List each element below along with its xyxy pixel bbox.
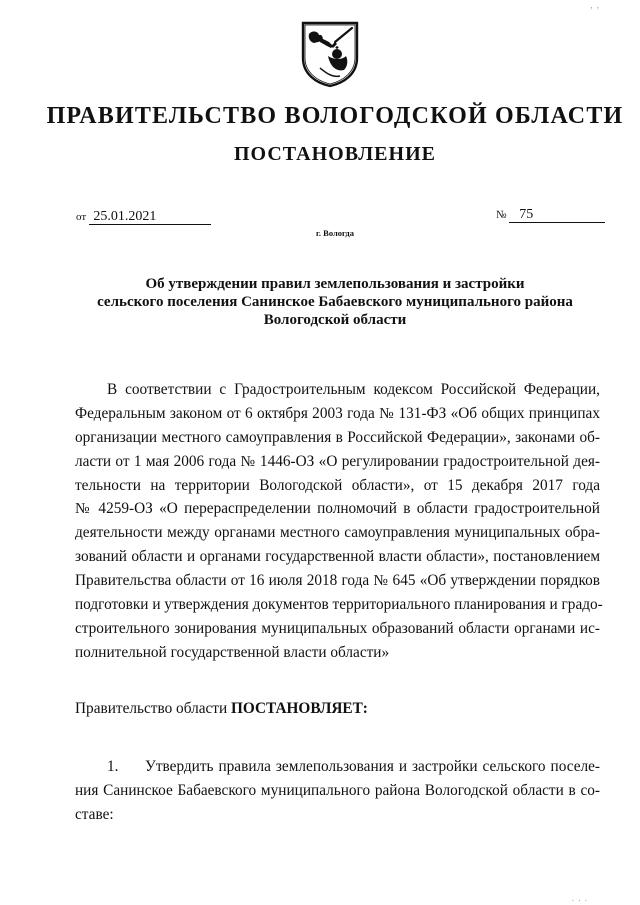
paragraph-line: Правительства области от 16 июля 2018 года № 645 «Об утверждении порядков bbox=[75, 572, 600, 590]
paragraph-line: строительного зонирования муниципальных образований области органами ис- bbox=[75, 619, 600, 637]
scan-mark: , , bbox=[590, 0, 600, 10]
paragraph-line bbox=[75, 755, 600, 779]
paragraph-line: полнительной государственной власти области» bbox=[75, 643, 390, 661]
preamble-paragraph bbox=[75, 378, 603, 665]
paragraph-line: деятельности между органами местного самоуправления муниципальных обра- bbox=[75, 524, 600, 542]
paragraph-line: организации местного самоуправления в Российской Федерации», законами об- bbox=[75, 428, 600, 446]
decree-word: ПОСТАНОВЛЯЕТ: bbox=[231, 700, 368, 717]
paragraph-line: № 4259-ОЗ «О перераспределении полномочий в области градостроительной bbox=[75, 500, 600, 518]
scan-mark: . . . bbox=[571, 893, 588, 903]
number-value: 75 bbox=[509, 208, 605, 223]
number-row bbox=[496, 208, 605, 223]
city-label: г. Вологда bbox=[316, 228, 354, 238]
heading-line: Об утверждении правил землепользования и застройки bbox=[145, 276, 525, 292]
paragraph-line: зований области и органами государственной власти области», постановлением bbox=[75, 548, 600, 566]
paragraph-line: тельности на территории Вологодской области», от 15 декабря 2017 года bbox=[75, 476, 600, 494]
date-label: от bbox=[76, 211, 87, 223]
item-1-paragraph bbox=[75, 755, 600, 827]
decree-line bbox=[75, 697, 368, 721]
number-label: № bbox=[496, 209, 507, 221]
paragraph-line: ния Санинское Бабаевского муниципального района Вологодской области в со- bbox=[75, 781, 600, 799]
paragraph-line: Федеральным законом от 6 октября 2003 года № 131-ФЗ «Об общих принципах bbox=[75, 404, 600, 422]
item-number: 1. bbox=[107, 758, 119, 775]
heading-line: Вологодской области bbox=[263, 312, 407, 328]
decree-prefix: Правительство области bbox=[75, 700, 228, 717]
government-title: ПРАВИТЕЛЬСТВО ВОЛОГОДСКОЙ ОБЛАСТИ bbox=[46, 103, 624, 129]
paragraph-line: подготовки и утверждения документов территориального планирования и градо- bbox=[75, 596, 603, 614]
date-row bbox=[76, 208, 211, 225]
document-type: ПОСТАНОВЛЕНИЕ bbox=[234, 143, 436, 165]
paragraph-line: ставе: bbox=[75, 805, 114, 823]
item-text: Утвердить правила землепользования и застройки сельского поселе- bbox=[145, 758, 600, 775]
paragraph-line: ласти от 1 мая 2006 года № 1446-ОЗ «О регулировании градостроительной дея- bbox=[75, 452, 600, 470]
vologda-coat-of-arms-icon bbox=[300, 20, 360, 88]
heading-line: сельского поселения Санинское Бабаевского муниципального района bbox=[97, 294, 573, 310]
paragraph-line: В соответствии с Градостроительным кодексом Российской Федерации, bbox=[107, 381, 600, 398]
document-heading bbox=[0, 275, 640, 329]
date-value: 25.01.2021 bbox=[89, 210, 211, 225]
